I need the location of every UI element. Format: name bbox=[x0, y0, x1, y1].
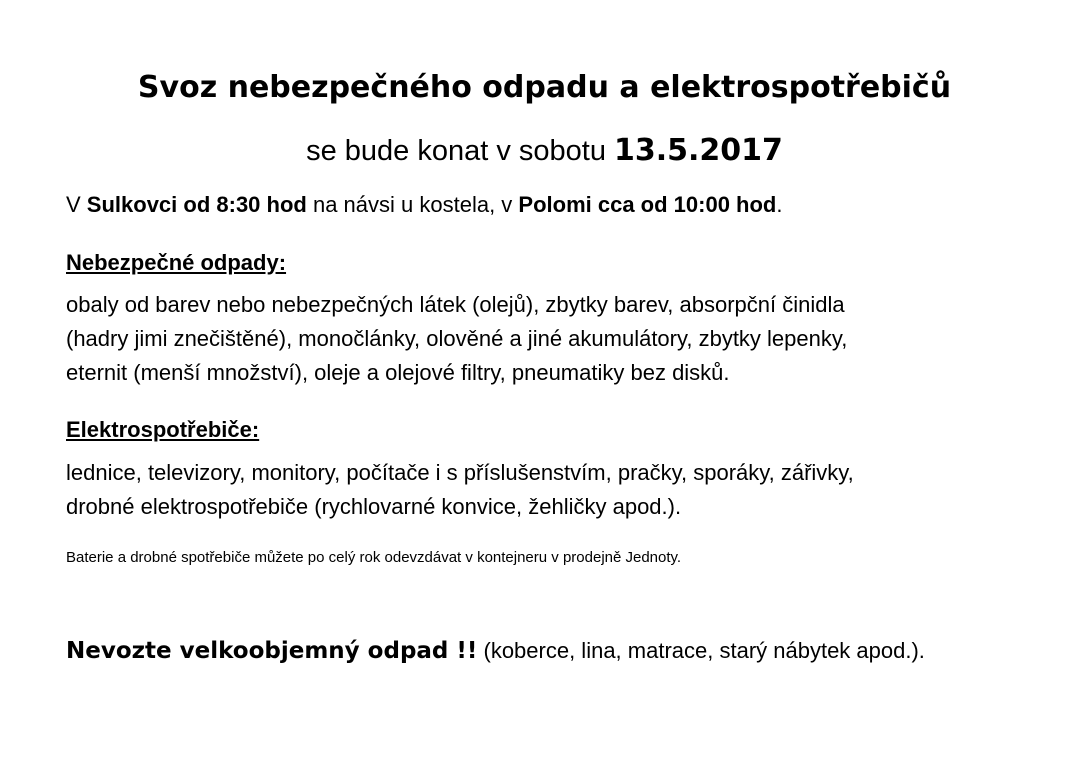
electronics-heading: Elektrospotřebiče: bbox=[66, 417, 260, 442]
battery-note: Baterie a drobné spotřebiče můžete po celý rok odevzdávat v kontejneru v prodejně Jednoty. bbox=[66, 549, 682, 566]
page-title: Svoz nebezpečného odpadu a elektrospotřebičů bbox=[137, 70, 952, 105]
warning-bold: Nevozte velkoobjemný odpad !! bbox=[66, 638, 478, 664]
electronics-list bbox=[66, 456, 1026, 524]
event-date-line bbox=[0, 130, 1089, 172]
location-text-3: . bbox=[776, 192, 783, 217]
location-place-1: Sulkovci od 8:30 hod bbox=[86, 192, 307, 217]
hazardous-line: obaly od barev nebo nebezpečných látek (olejů), zbytky barev, absorpční činidla bbox=[66, 292, 845, 317]
hazardous-list bbox=[66, 288, 1026, 390]
hazardous-heading: Nebezpečné odpady: bbox=[66, 250, 287, 275]
location-line bbox=[66, 188, 782, 221]
electronics-line: drobné elektrospotřebiče (rychlovarné konvice, žehličky apod.). bbox=[66, 494, 682, 519]
hazardous-line: eternit (menší množství), oleje a olejové filtry, pneumatiky bez disků. bbox=[66, 360, 730, 385]
location-text-2: na návsi u kostela, v bbox=[306, 192, 519, 217]
warning-rest: (koberce, lina, matrace, starý nábytek apod.). bbox=[477, 638, 925, 663]
bulky-waste-warning bbox=[66, 634, 925, 668]
event-date-prefix: se bude konat v sobotu bbox=[306, 135, 615, 167]
location-text-1: V bbox=[66, 192, 87, 217]
location-place-2: Polomi cca od 10:00 hod bbox=[518, 192, 777, 217]
hazardous-line: (hadry jimi znečištěné), monočlánky, olověné a jiné akumulátory, zbytky lepenky, bbox=[66, 326, 848, 351]
event-date: 13.5.2017 bbox=[614, 133, 783, 168]
electronics-line: lednice, televizory, monitory, počítače i s příslušenstvím, pračky, sporáky, zářivky, bbox=[66, 460, 854, 485]
